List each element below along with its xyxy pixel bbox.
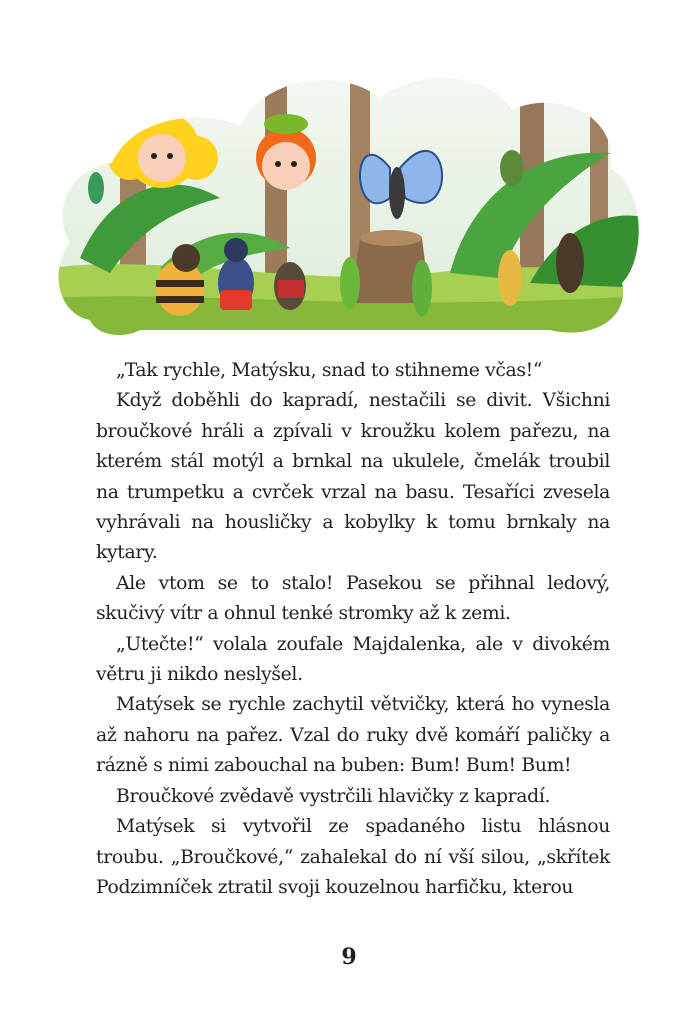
page-number: 9 (341, 944, 357, 970)
paragraph-1: „Tak rychle, Matýsku, snad to stihneme včas!“ (116, 360, 543, 381)
paragraph-7: Matýsek si vytvořil ze spadaného listu hlásnou troubu. „Broučkové,“ zahalekal do ní vší silou, „skřítek Podzimníček ztratil svoji kouzelnou harfičku, kterou (96, 816, 610, 898)
paragraph-4: „Utečte!“ volala zoufale Majdalenka, ale v divokém větru ji nikdo neslyšel. (96, 633, 610, 686)
paragraph-5: Matýsek se rychle zachytil větvičky, která ho vynesla až nahoru na pařez. Vzal do ruky dvě komáří paličky a rázně s nimi zabouchal na buben: Bum! Bum! Bum! (96, 694, 610, 777)
story-text (96, 356, 610, 903)
forest-concert-illustration (50, 58, 646, 350)
paragraph-2: Když doběhli do kapradí, nestačili se divit. Všichni broučkové hráli a zpívali v kroužku kolem pařezu, na kterém stál motýl a brnkal na ukulele, čmelák troubil na trumpetku a cvrček vrzal na basu. Tesaříci zvesela vyhrávali na housličky a kobylky k tomu brnkaly na kytary. (96, 390, 610, 564)
paragraph-3: Ale vtom se to stalo! Pasekou se přihnal ledový, skučivý vítr a ohnul tenké stromky až k zemi. (96, 572, 610, 625)
paragraph-6: Broučkové zvědavě vystrčili hlavičky z kapradí. (116, 785, 551, 807)
